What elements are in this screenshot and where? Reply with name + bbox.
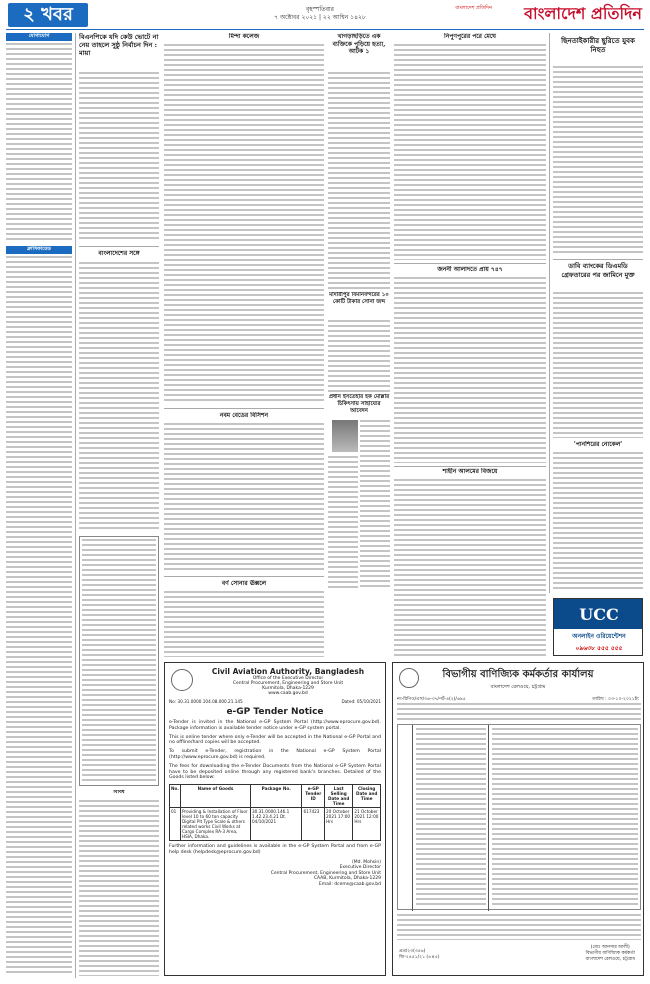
signer-address: CAAB, Kurmitola, Dhaka-1229: [313, 876, 381, 882]
railway-signature: [586, 945, 635, 963]
column-divider: [549, 33, 550, 593]
article-panshi-body: [553, 452, 643, 592]
headline-gold: বর্ণ সোনার ঊক্সলে: [221, 580, 267, 587]
classified-block-1: [6, 43, 72, 243]
article-khagrachhari-body: [328, 72, 390, 290]
railway-sign-name: (মোঃ আনসার আলী): [590, 945, 630, 950]
tender-para-2: This is online tender where only e-Tender will be accepted in the National e-GP Portal and no offline/hard copies will be accepted.: [169, 734, 381, 746]
caa-unit: Central Procurement, Engineering and Store Unit: [232, 681, 344, 686]
person-photo: [332, 420, 358, 452]
caa-web: www.caab.gov.bd: [268, 691, 308, 696]
signer-name: (Md. Mohsin): [351, 859, 381, 865]
railway-sign-org: বাংলাদেশ রেলওয়ে, চট্টগ্রাম: [585, 957, 635, 962]
headline-manifesto: মিন্দা কলেজ: [228, 33, 260, 40]
signer-title: Executive Director: [339, 865, 381, 871]
tender-table-header: [170, 785, 381, 808]
article-nobel-body: [164, 423, 324, 573]
caa-tender-notice: [164, 662, 386, 976]
tender-para-1: e-Tender is invited in the National e-GP System Portal (http://www.eprocure.gov.bd). Package information is available tender notice under e-GP system portal.: [169, 720, 381, 731]
col-header: Closing Date and Time: [353, 785, 381, 808]
ucc-logo: UCC: [579, 604, 619, 624]
classified-heading: যোগাযোগ: [6, 33, 72, 41]
article-ittefaq-body-2: [328, 456, 358, 590]
logo-tagline: বাংলাদেশ প্রতিদিন: [455, 5, 492, 11]
railway-intro: [397, 703, 641, 721]
tender-para-3: To submit e-Tender, registration in the National e-GP System Portal (http://www.eprocure.gov.bd) is required.: [169, 749, 381, 760]
header-day: বৃহস্পতিবার: [306, 6, 334, 13]
col-header: No.: [170, 785, 181, 808]
headline-khagrachhari: খাগড়াছড়িতে এক ব্যক্তিকে পুড়িয়ে হত্যা, আটক ১: [332, 33, 386, 55]
column-divider: [75, 33, 76, 978]
railway-table: [397, 724, 641, 910]
classified-subheading: ক্লাসিফায়েড: [6, 246, 72, 254]
headline-dbbl: ডাবি ব্যাংকের ডিএমডি গ্রেফতারের পর জামিনে মুক্ত: [561, 262, 635, 279]
headline-madaripur: মাদারীপুর বিমানবন্দরের ১০ কোটি টাকার সোনা জব্দ: [329, 292, 389, 305]
article-upashon-body: [79, 72, 159, 242]
divider: [553, 259, 643, 260]
divider: [79, 246, 159, 247]
railway-logo-icon: [399, 668, 419, 688]
signer-email: Email: dcems@caab.gov.bd: [318, 881, 381, 887]
railway-notice: [392, 662, 644, 976]
small-ads-box: [79, 536, 159, 786]
ucc-phone: ০৯৬৩৮ ৫৫৫ ৫৫৫: [575, 645, 623, 652]
headline-chhinta: ছিনতাইকারীর ছুরিতে যুবক নিহত: [561, 36, 635, 54]
col-header: e-GP Tender ID: [302, 785, 325, 808]
caa-office: Office of the Executive Director: [252, 676, 324, 681]
page-header: [0, 0, 650, 30]
cell-goods: Providing & Installation of Floor level 10 to 60 ton capacity Digital Pit Type Scale & others related works Civil Works at Cargo Complex RA-3 Area, HSIA, Dhaka.: [180, 808, 250, 841]
article-manifesto-body: [164, 44, 324, 404]
header-rule: [6, 29, 644, 30]
col-header: Last Selling Date and Time: [325, 785, 353, 808]
col-header: Package No.: [250, 785, 302, 808]
headline-jainul: জননী আলাদতে প্রায় ৭৪৭: [437, 266, 503, 273]
header-date: ৭ অক্টোবর ২০২১ | ২২ আশ্বিন ১৪২৮: [274, 14, 366, 21]
headline-shahin: শাহীন আলমের বিজয়ে: [442, 468, 498, 475]
article-ittefaq-body: [360, 420, 390, 590]
article-bd-sangha-body: [79, 262, 159, 532]
ucc-advertisement: [553, 598, 643, 656]
cell-tender-id: 617423: [302, 808, 325, 841]
railway-memo: নং-রিপিও/এস/৩৬-৩৭/পর্ট-৪(২)/৬৯৫: [397, 697, 466, 702]
caa-signature: [169, 860, 381, 888]
tender-para-4: The fees for downloading the e-Tender Documents from the National e-GP System Portal have to be deposited online through any registered bank's branches. Detailed of the Goods listed below:: [169, 763, 381, 781]
article-dbbl-body: [553, 292, 643, 438]
cell-last-selling: 20 October 2021 17:00 Hrs: [325, 808, 353, 841]
headline-ittefaq: প্রধান ইসতেহার হক মোল্লার চিকিৎসায় সাহায্যের আবেদন: [328, 394, 390, 414]
page-section-badge: ২ খবর: [8, 3, 88, 27]
divider: [394, 263, 546, 264]
railway-code-2: জি-২৪৫১/২১ (৪×৫): [399, 955, 440, 960]
caa-logo-icon: [171, 669, 193, 691]
divider: [394, 466, 546, 467]
divider: [164, 408, 324, 409]
article-shahin-body: [394, 479, 546, 657]
headline-misc: বিবিধ: [113, 790, 125, 795]
col-header: Name of Goods: [180, 785, 250, 808]
tender-footer: Further information and guidelines is available in the e-GP System Portal and from e-GP help desk (helpdesk@eprocure.gov.bd): [169, 844, 381, 855]
divider: [164, 576, 324, 577]
railway-title: বিভাগীয় বাণিজ্যিক কর্মকর্তার কার্যালয়: [442, 669, 594, 680]
caa-title: Civil Aviation Authority, Bangladesh: [211, 667, 365, 676]
classified-block-2: [6, 256, 72, 976]
article-madaripur-body: [328, 320, 390, 392]
article-chhinta-body: [553, 66, 643, 256]
railway-subtitle: বাংলাদেশ রেলওয়ে, চট্টগ্রাম: [490, 684, 546, 690]
article-gold-body: [164, 591, 324, 657]
article-niharpur-body: [394, 44, 546, 260]
misc-ads: [79, 800, 159, 976]
logo-text: বাংলাদেশ প্রতিদিন: [524, 3, 642, 23]
newspaper-logo: [452, 3, 642, 25]
article-jainul-body: [394, 277, 546, 463]
railway-code-1: প্রপ্র/২৩(৩৫৬): [399, 949, 426, 954]
headline-panshi: 'পানশিরের নোকেল': [573, 441, 623, 448]
signer-unit: Central Procurement, Engineering and Store Unit: [270, 870, 381, 876]
caa-date: Dated: 05/10/2021: [341, 699, 381, 704]
tender-title: e-GP Tender Notice: [226, 707, 324, 717]
cell-package: 30.31.0000.146.1 1.42.23.4.21 Dt. 04/10/2021: [250, 808, 302, 841]
headline-bd-sangha: বাংলাদেশের সঙ্গে: [98, 250, 140, 257]
cell-no: 01: [170, 808, 181, 841]
railway-codes: [399, 949, 440, 961]
railway-sign-title: বিভাগীয় বাণিজ্যিক কর্মকর্তা: [585, 951, 635, 956]
caa-ref-no: No: 30.31.0000.104.08.000.21.145: [169, 699, 243, 704]
tender-table: [169, 784, 381, 841]
railway-date: তারিখ : ০৩-১০-২০২১ইং: [592, 697, 639, 702]
table-row: [170, 808, 381, 841]
ucc-tagline: অনলাইন ওরিয়েন্টেশন: [572, 633, 626, 640]
headline-upashon: বিএনপিকে যদি কেউ ভোটে না নেয় তাহলে সুষ্ঠু নির্বাচন দিন : মায়া: [79, 33, 159, 57]
cell-closing: 21 October 2021 12:00 Hrs: [353, 808, 381, 841]
railway-notes: [397, 914, 641, 940]
headline-nobel: নবম বেডের বিসিশন: [219, 412, 269, 419]
caa-address: Kurmitola, Dhaka-1229: [262, 686, 314, 691]
headline-niharpur: নিপুণপুরের পরে মেঘে: [444, 33, 496, 40]
